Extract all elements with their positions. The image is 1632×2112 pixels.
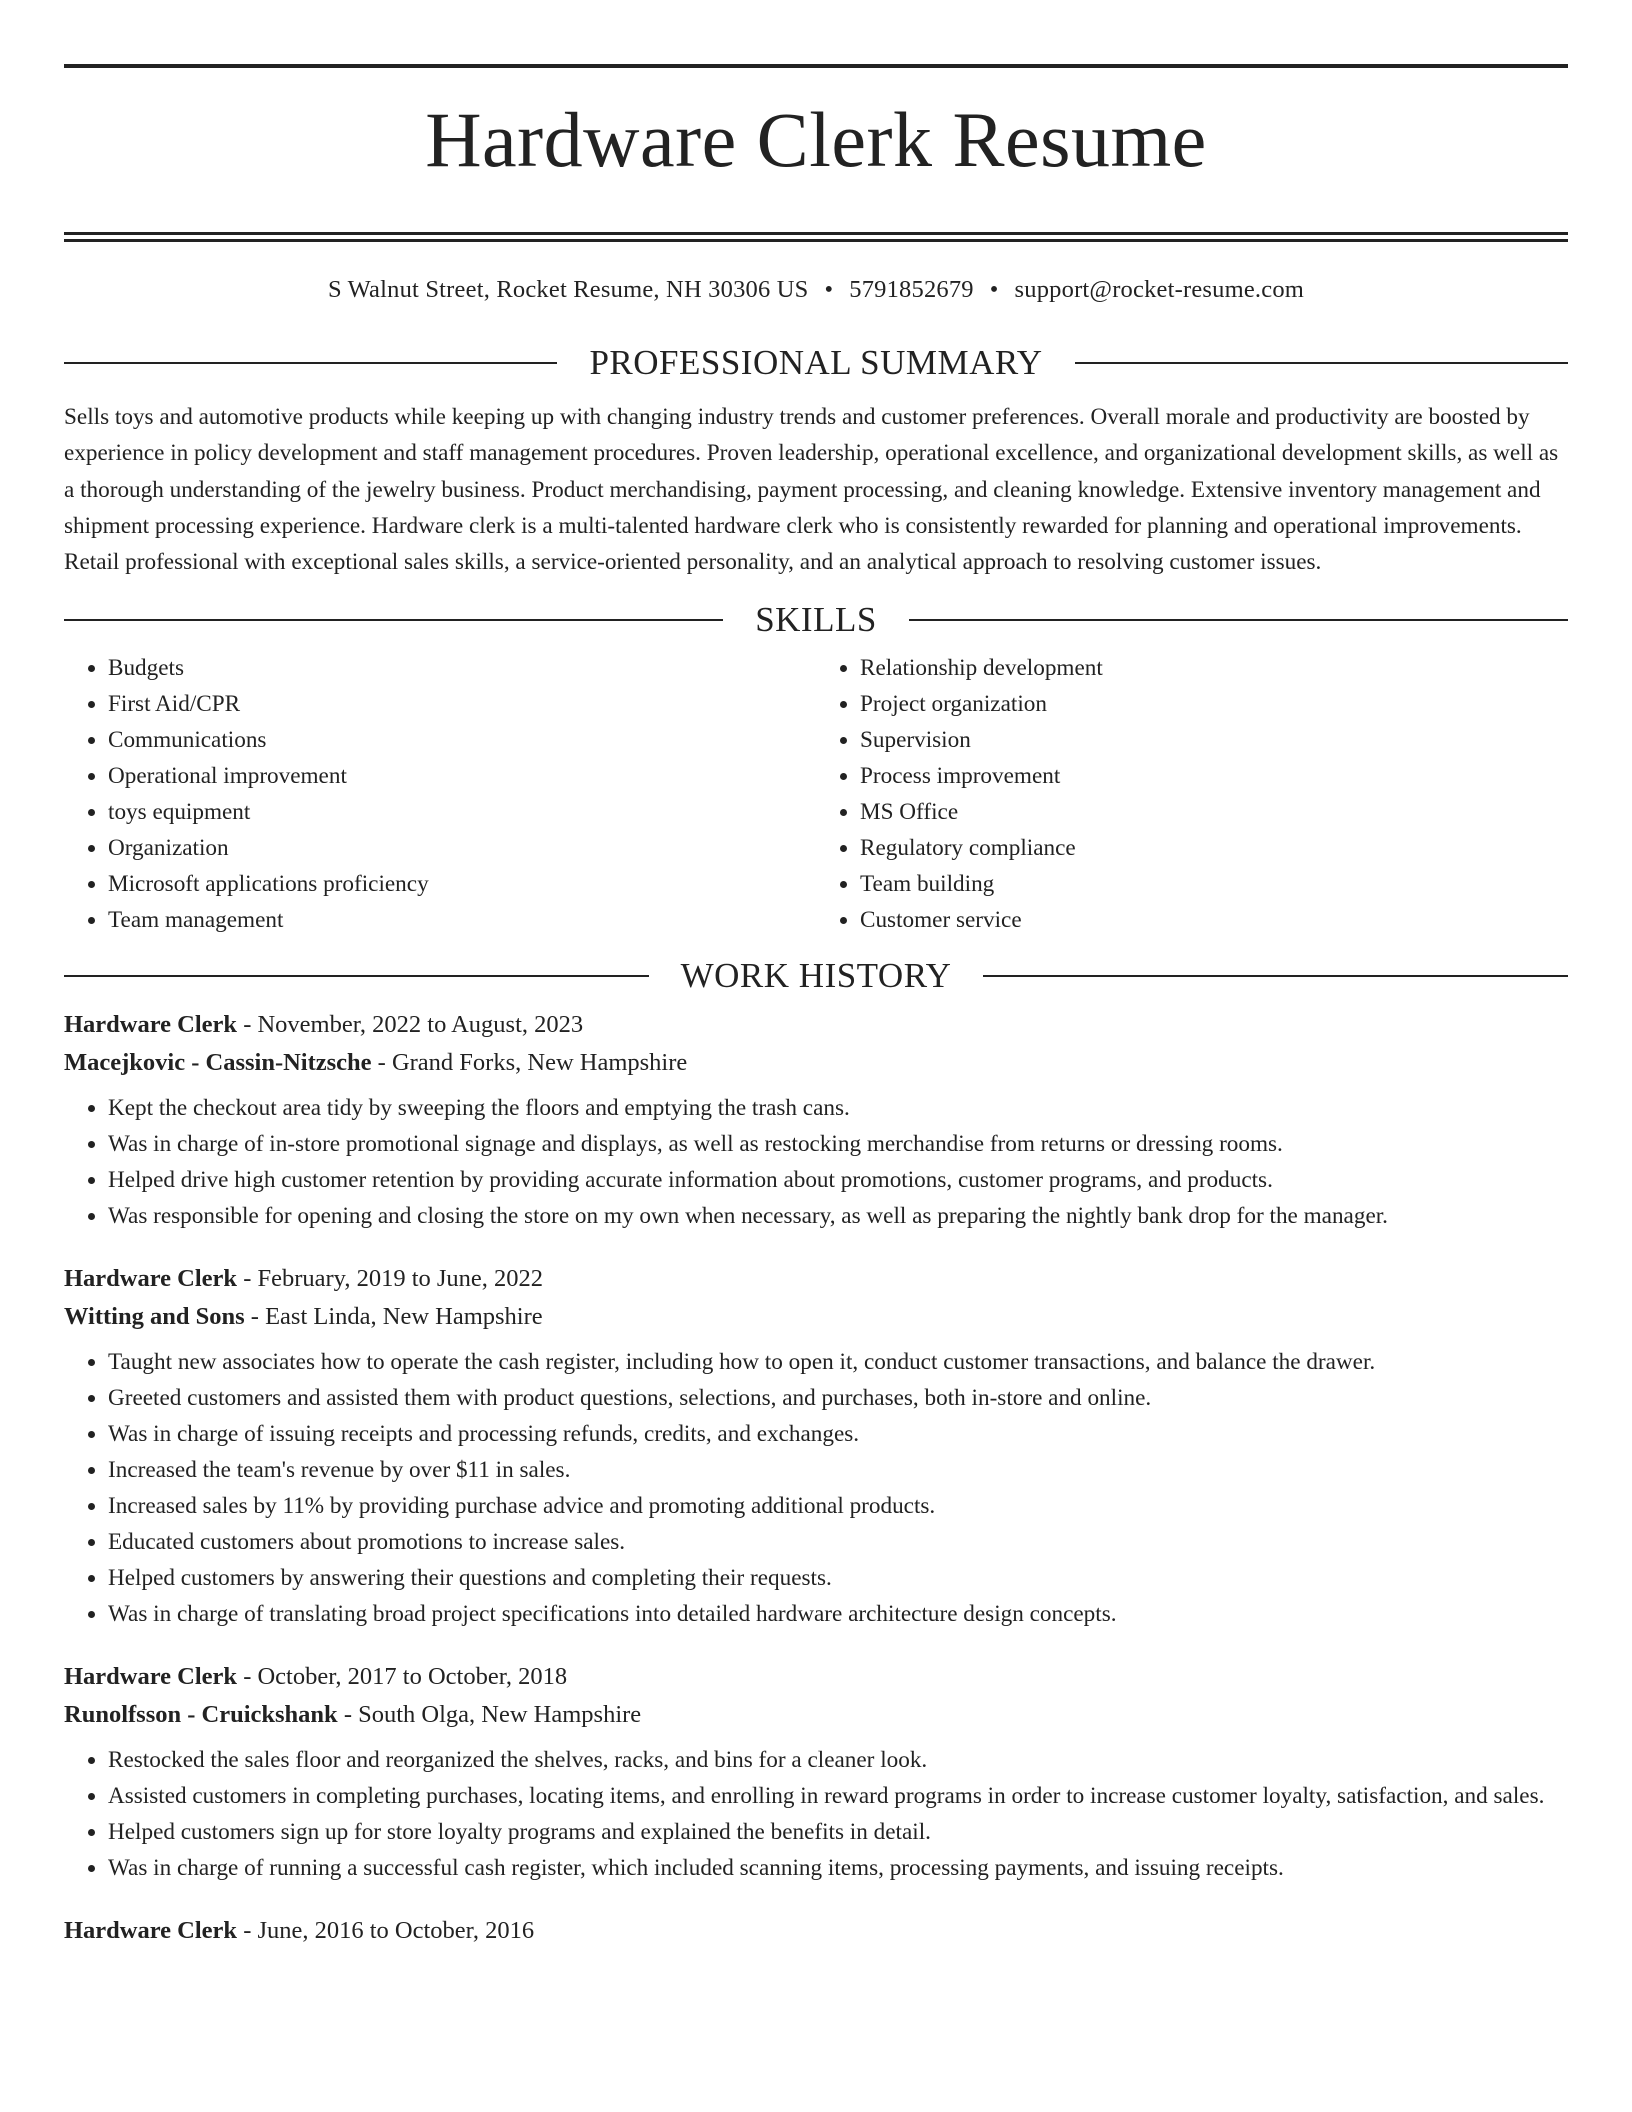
- contact-separator: •: [989, 276, 999, 304]
- skills-heading-label: SKILLS: [755, 600, 877, 640]
- work-history-list: [64, 1006, 1568, 1950]
- job-bullets: [64, 1090, 1568, 1234]
- list-item: • First Aid/CPR: [108, 686, 816, 722]
- job-title-line: [64, 1260, 1568, 1298]
- job-location: - East Linda, New Hampshire: [244, 1303, 543, 1331]
- list-item: • Helped customers by answering their questions and completing their requests.: [108, 1560, 1568, 1596]
- list-item: • Helped drive high customer retention by providing accurate information about promotions, customer programs, and products.: [108, 1162, 1568, 1198]
- resume-page: [64, 64, 1568, 1950]
- list-item: • Operational improvement: [108, 758, 816, 794]
- list-item: • Budgets: [108, 650, 816, 686]
- contact-phone: 5791852679: [849, 276, 974, 304]
- job-entry: [64, 1260, 1568, 1632]
- list-item: • Taught new associates how to operate the cash register, including how to open it, conduct customer transactions, and balance the drawer.: [108, 1344, 1568, 1380]
- list-item: • Helped customers sign up for store loyalty programs and explained the benefits in detail.: [108, 1814, 1568, 1850]
- list-item: • Team management: [108, 902, 816, 938]
- list-item: • MS Office: [860, 794, 1568, 830]
- skills-column-left: [64, 650, 816, 938]
- list-item: • Supervision: [860, 722, 1568, 758]
- heading-rule-right: [1075, 362, 1568, 364]
- job-title-line: [64, 1912, 1568, 1950]
- title-double-rule: [64, 232, 1568, 235]
- job-dates: - June, 2016 to October, 2016: [237, 1917, 535, 1945]
- job-company-line: [64, 1696, 1568, 1734]
- job-role: Hardware Clerk: [64, 1265, 238, 1293]
- contact-address: S Walnut Street, Rocket Resume, NH 30306 US: [327, 276, 809, 304]
- list-item: • Greeted customers and assisted them with product questions, selections, and purchases, both in-store and online.: [108, 1380, 1568, 1416]
- job-role: Hardware Clerk: [64, 1917, 238, 1945]
- list-item: • Assisted customers in completing purchases, locating items, and enrolling in reward programs in order to increase customer loyalty, satisfaction, and sales.: [108, 1778, 1568, 1814]
- job-company-line: [64, 1298, 1568, 1336]
- job-entry: [64, 1912, 1568, 1950]
- job-dates: - November, 2022 to August, 2023: [237, 1011, 584, 1039]
- contact-email: support@rocket-resume.com: [1014, 276, 1305, 304]
- job-entry: [64, 1006, 1568, 1234]
- job-role: Hardware Clerk: [64, 1663, 238, 1691]
- job-company: Macejkovic - Cassin-Nitzsche: [64, 1049, 372, 1077]
- list-item: • Was in charge of translating broad project specifications into detailed hardware architecture design concepts.: [108, 1596, 1568, 1632]
- skills-column-right: [816, 650, 1568, 938]
- list-item: • Regulatory compliance: [860, 830, 1568, 866]
- list-item: • Process improvement: [860, 758, 1568, 794]
- list-item: • Was responsible for opening and closing the store on my own when necessary, as well as preparing the nightly bank drop for the manager.: [108, 1198, 1568, 1234]
- list-item: • Kept the checkout area tidy by sweeping the floors and emptying the trash cans.: [108, 1090, 1568, 1126]
- heading-rule-left: [64, 362, 557, 364]
- contact-separator: •: [824, 276, 834, 304]
- list-item: • Organization: [108, 830, 816, 866]
- job-company: Runolfsson - Cruickshank: [64, 1701, 338, 1729]
- job-location: - Grand Forks, New Hampshire: [371, 1049, 688, 1077]
- skills-heading: [64, 600, 1568, 640]
- work-heading-label: WORK HISTORY: [680, 956, 952, 996]
- job-entry: [64, 1658, 1568, 1886]
- skills-list: [64, 650, 1568, 938]
- list-item: • Increased the team's revenue by over $11 in sales.: [108, 1452, 1568, 1488]
- job-role: Hardware Clerk: [64, 1011, 238, 1039]
- summary-text: Sells toys and automotive products while keeping up with changing industry trends and customer preferences. Overall morale and productivity are boosted by experience in policy development and staff management procedures. Proven leadership, operational excellence, and organizational development skills, as well as a thorough understanding of the jewelry business. Product merchandising, payment processing, and cleaning knowledge. Extensive inventory management and shipment processing experience. Hardware clerk is a multi-talented hardware clerk who is consistently rewarded for planning and operational improvements. Retail professional with exceptional sales skills, a service-oriented personality, and an analytical approach to resolving customer issues.: [64, 404, 1559, 576]
- heading-rule-right: [909, 619, 1568, 621]
- list-item: • Was in charge of issuing receipts and processing refunds, credits, and exchanges.: [108, 1416, 1568, 1452]
- list-item: • Educated customers about promotions to increase sales.: [108, 1524, 1568, 1560]
- list-item: • Team building: [860, 866, 1568, 902]
- job-title-line: [64, 1006, 1568, 1044]
- job-title-line: [64, 1658, 1568, 1696]
- list-item: • Microsoft applications proficiency: [108, 866, 816, 902]
- summary-heading: [64, 343, 1568, 383]
- job-dates: - October, 2017 to October, 2018: [237, 1663, 568, 1691]
- list-item: • Was in charge of running a successful cash register, which included scanning items, processing payments, and issuing receipts.: [108, 1850, 1568, 1886]
- work-heading: [64, 956, 1568, 996]
- list-item: • Increased sales by 11% by providing purchase advice and promoting additional products.: [108, 1488, 1568, 1524]
- summary-heading-label: PROFESSIONAL SUMMARY: [589, 343, 1043, 383]
- list-item: • Restocked the sales floor and reorganized the shelves, racks, and bins for a cleaner look.: [108, 1742, 1568, 1778]
- top-rule: [64, 64, 1568, 68]
- job-bullets: [64, 1742, 1568, 1886]
- job-dates: - February, 2019 to June, 2022: [237, 1265, 544, 1293]
- list-item: • toys equipment: [108, 794, 816, 830]
- list-item: • Customer service: [860, 902, 1568, 938]
- list-item: • Relationship development: [860, 650, 1568, 686]
- job-bullets: [64, 1344, 1568, 1632]
- job-company: Witting and Sons: [64, 1303, 245, 1331]
- list-item: • Communications: [108, 722, 816, 758]
- job-location: - South Olga, New Hampshire: [337, 1701, 642, 1729]
- job-company-line: [64, 1044, 1568, 1082]
- heading-rule-left: [64, 619, 723, 621]
- contact-line: [64, 275, 1568, 305]
- list-item: • Project organization: [860, 686, 1568, 722]
- heading-rule-left: [64, 975, 649, 977]
- page-title: Hardware Clerk Resume: [425, 96, 1207, 183]
- heading-rule-right: [983, 975, 1568, 977]
- list-item: • Was in charge of in-store promotional signage and displays, as well as restocking merchandise from returns or dressing rooms.: [108, 1126, 1568, 1162]
